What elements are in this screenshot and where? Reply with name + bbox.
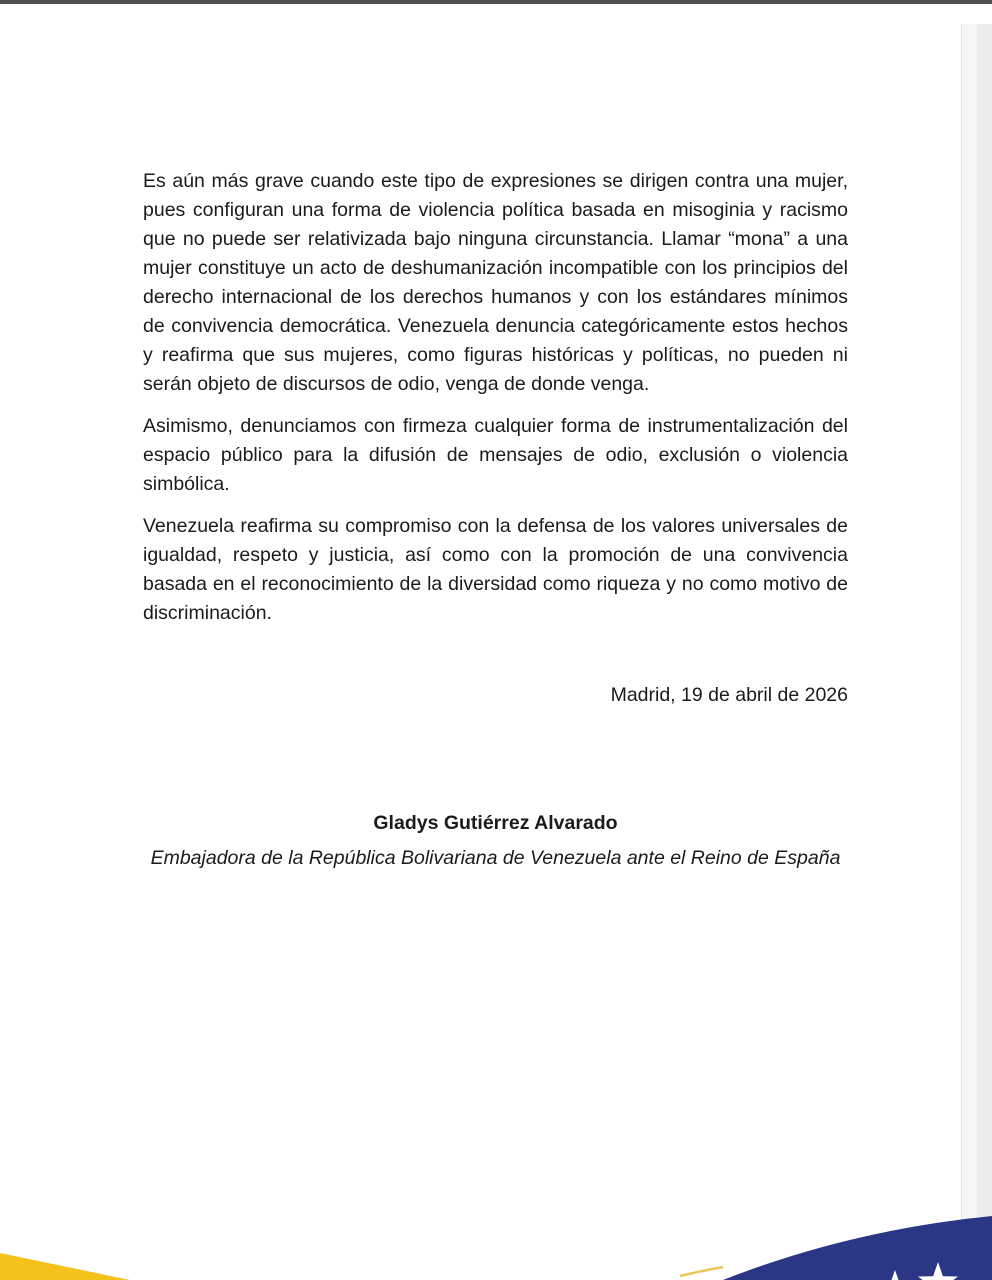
signature-title: Embajadora de la República Bolivariana de Venezuela ante el Reino de España	[150, 847, 841, 869]
top-border	[0, 0, 992, 4]
flag-swoosh-decoration	[0, 1150, 992, 1280]
paragraph: Venezuela reafirma su compromiso con la defensa de los valores universales de igualdad, respeto y justicia, así como con la promoción de una convivencia basada en el reconocimiento de la diversidad como riqueza y no como motivo de discriminación.	[143, 515, 848, 624]
yellow-thin-arc	[680, 1267, 723, 1276]
scrollbar-track-inner	[977, 24, 992, 1280]
paragraph: Es aún más grave cuando este tipo de expresiones se dirigen contra una mujer, pues configuran una forma de violencia política basada en misoginia y racismo que no puede ser relativizada bajo ninguna circunstancia. Llamar “mona” a una mujer constituye un acto de deshumanización incompatible con los principios del derecho internacional de los derechos humanos y con los estándares mínimos de convivencia democrática. Venezuela denuncia categóricamente estos hechos y reafirma que sus mujeres, como figuras históricas y políticas, no pueden ni serán objeto de discursos de odio, venga de donde venga.	[143, 170, 848, 395]
signature-name: Gladys Gutiérrez Alvarado	[373, 812, 618, 834]
blue-arc	[723, 1216, 992, 1280]
dateline: Madrid, 19 de abril de 2026	[610, 684, 848, 706]
scrollbar-track[interactable]	[961, 24, 992, 1280]
yellow-wedge	[0, 1253, 130, 1280]
document-body	[143, 167, 848, 873]
paragraph: Asimismo, denunciamos con firmeza cualquier forma de instrumentalización del espacio público para la difusión de mensajes de odio, exclusión o violencia simbólica.	[143, 415, 848, 495]
